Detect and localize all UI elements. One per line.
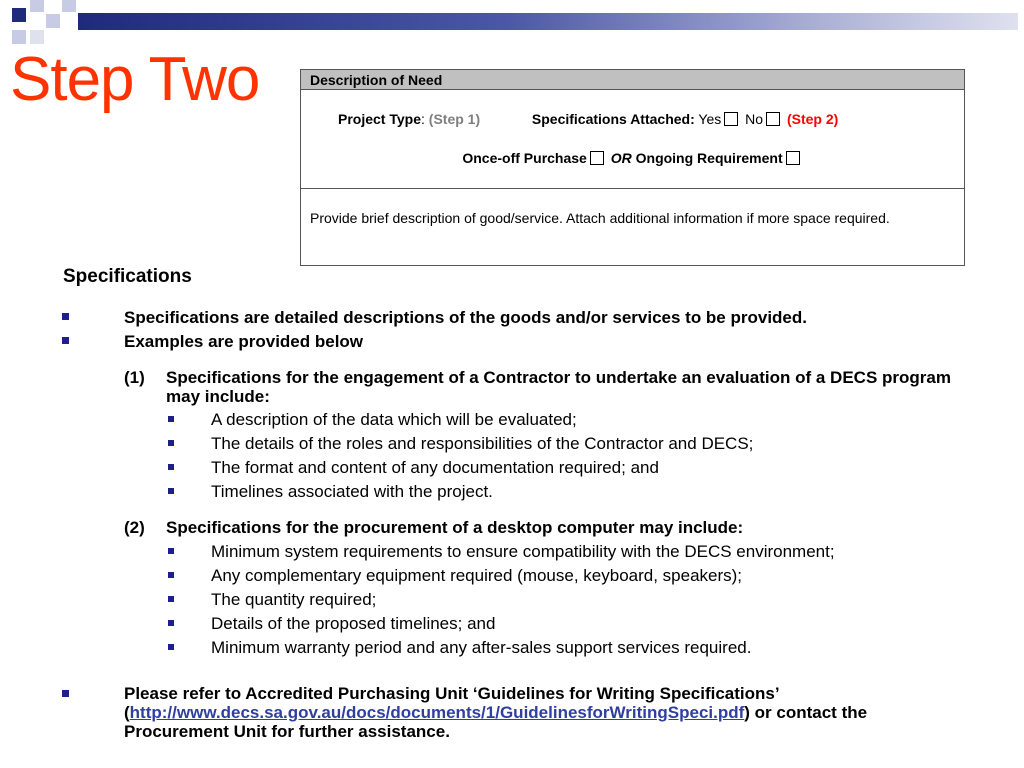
sub-list-item: Minimum warranty period and any after-sales support services required.: [211, 638, 752, 657]
or-label: OR: [610, 150, 632, 166]
yes-checkbox[interactable]: [724, 112, 738, 126]
guidelines-link[interactable]: http://www.decs.sa.gov.au/docs/documents/1/GuidelinesforWritingSpeci.pdf: [129, 703, 745, 722]
project-type-label: Project Type: [338, 111, 421, 127]
sub-bullet-icon: [168, 644, 174, 650]
bullet-square-icon: [62, 690, 72, 700]
no-label: No: [745, 111, 764, 127]
step1-label: (Step 1): [428, 111, 481, 127]
project-type-colon: :: [421, 111, 425, 127]
spec-attached-label: Specifications Attached:: [531, 111, 695, 127]
sub-bullet-icon: [168, 572, 174, 578]
bullet-text: Examples are provided below: [124, 332, 364, 351]
sub-bullet-icon: [168, 416, 174, 422]
sub-list-item: Minimum system requirements to ensure compatibility with the DECS environment;: [211, 542, 835, 561]
example-number: (1): [124, 368, 145, 387]
no-checkbox[interactable]: [766, 112, 780, 126]
sub-list-item: A description of the data which will be evaluated;: [211, 410, 577, 429]
form-description: Provide brief description of good/service. Attach additional information if more space required.: [310, 210, 890, 226]
sub-list-item: Any complementary equipment required (mouse, keyboard, speakers);: [211, 566, 743, 585]
guidelines-text-end: ) or contact the Procurement Unit for further assistance.: [124, 703, 868, 741]
sub-bullet-icon: [168, 620, 174, 626]
project-line: [338, 111, 838, 127]
purchase-type-line: [301, 150, 964, 166]
decor-square: [30, 30, 44, 44]
bullet-text: Specifications are detailed descriptions of the goods and/or services to be provided.: [124, 308, 807, 327]
example-number: (2): [124, 518, 145, 537]
slide-title: Step Two: [10, 45, 260, 114]
guidelines-reference: [124, 684, 974, 741]
sub-bullet-icon: [168, 464, 174, 470]
step2-label: (Step 2): [786, 111, 839, 127]
header-gradient-bar: [78, 13, 1018, 30]
guidelines-text-start: Please refer to Accredited Purchasing Unit ‘Guidelines for Writing Specifications’ (: [124, 684, 779, 722]
sub-list-item: Timelines associated with the project.: [211, 482, 493, 501]
decor-square: [30, 0, 44, 12]
sub-list-item: The format and content of any documentation required; and: [211, 458, 659, 477]
ongoing-checkbox[interactable]: [786, 151, 800, 165]
sub-list-item: The details of the roles and responsibilities of the Contractor and DECS;: [211, 434, 754, 453]
decor-square: [12, 8, 26, 22]
sub-list-item: The quantity required;: [211, 590, 377, 609]
yes-label: Yes: [698, 111, 722, 127]
sub-bullet-icon: [168, 548, 174, 554]
sub-bullet-icon: [168, 488, 174, 494]
decor-square: [12, 30, 26, 44]
ongoing-label: Ongoing Requirement: [635, 150, 783, 166]
decor-square: [46, 14, 60, 28]
example-heading: Specifications for the procurement of a desktop computer may include:: [166, 518, 744, 537]
once-off-checkbox[interactable]: [590, 151, 604, 165]
example-heading: Specifications for the engagement of a Contractor to undertake an evaluation of a DECS program may include:: [166, 368, 951, 406]
bullet-square-icon: [62, 313, 72, 323]
sub-bullet-icon: [168, 596, 174, 602]
sub-bullet-icon: [168, 440, 174, 446]
form-options: [301, 90, 964, 189]
sub-list-item: Details of the proposed timelines; and: [211, 614, 496, 633]
bullet-square-icon: [62, 337, 72, 347]
specifications-heading: Specifications: [63, 266, 192, 287]
description-of-need-form: [300, 69, 965, 266]
form-header: Description of Need: [301, 70, 964, 90]
once-off-label: Once-off Purchase: [462, 150, 587, 166]
decor-square: [62, 0, 76, 12]
